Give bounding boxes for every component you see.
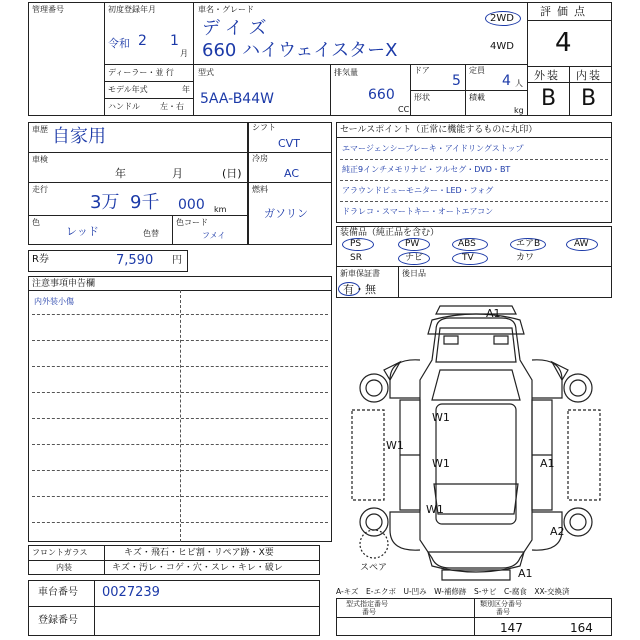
- equip-navi: ナビ: [405, 253, 424, 263]
- era: 令和: [108, 37, 130, 50]
- equip-abs: ABS: [458, 239, 476, 249]
- repaint-label: 色替: [143, 229, 159, 238]
- interior-grade: B: [581, 86, 597, 111]
- chassis-value: 0027239: [102, 585, 160, 600]
- car-grade-label: 車名・グレード: [198, 5, 254, 14]
- fuel-value: ガソリン: [264, 207, 308, 220]
- car-rear-bumper: [428, 552, 524, 572]
- interior-label: 内装: [576, 69, 602, 82]
- windshield-value: キズ・飛石・ヒビ割・リペア跡・X要: [124, 548, 274, 558]
- model-year-label: モデル年式: [108, 85, 148, 94]
- equip-ps: PS: [350, 239, 362, 249]
- mileage-man: 3万: [90, 192, 120, 213]
- recycle-value: 7,590: [116, 253, 154, 268]
- car-damage-diagram: [340, 300, 612, 585]
- color-value: レッド: [66, 225, 99, 238]
- damage-mark-front-bumper: A1: [486, 307, 501, 320]
- car-left-rear-fender: [390, 512, 420, 550]
- bottom-interior-value: キズ・汚レ・コゲ・穴・スレ・キレ・破レ: [112, 563, 283, 573]
- drive-4wd: 4WD: [490, 41, 514, 52]
- exterior-label: 外装: [534, 69, 560, 82]
- sales-point-2: 純正9インチメモリナビ・フルセグ・DVD・BT: [342, 165, 511, 174]
- door-value: 5: [452, 73, 461, 89]
- car-name: デイズ: [202, 18, 273, 39]
- color-code-label: 色コード: [176, 218, 208, 227]
- sales-point-3: アラウンドビューモニター・LED・フォグ: [342, 186, 494, 195]
- shape-label: 形状: [414, 93, 430, 102]
- mileage-sen: 9千: [130, 192, 160, 213]
- capacity-value: 4: [502, 73, 511, 89]
- ac-label: 冷房: [252, 154, 268, 163]
- reg-year-label: 初度登録年月: [108, 5, 156, 14]
- equip-airbag: エアB: [516, 239, 541, 249]
- new-warranty-label: 新車保証書: [340, 269, 380, 278]
- fuel-label: 燃料: [252, 185, 268, 194]
- load-label: 積載: [469, 93, 485, 102]
- recycle-label: R券: [32, 254, 49, 265]
- equip-tv: TV: [462, 253, 474, 263]
- car-rear-window: [434, 484, 518, 514]
- spare-label: スペア: [360, 563, 388, 573]
- type-spec-label: 型式指定番号: [346, 600, 388, 608]
- wheel-rear-right: [564, 508, 592, 536]
- damage-mark-left-rear: W1: [426, 503, 444, 516]
- overall-score: 4: [555, 28, 572, 58]
- reg-year: 2: [138, 33, 147, 49]
- type-spec-sub-label: 番号: [362, 608, 376, 616]
- sales-point-1: エマージェンシーブレーキ・アイドリングストップ: [342, 144, 524, 153]
- mileage-label: 走行: [32, 185, 48, 194]
- car-grade: 660 ハイウェイスターX: [202, 40, 398, 61]
- type-value: 5AA-B44W: [200, 91, 274, 107]
- cc-unit: CC: [398, 105, 410, 114]
- capacity-label: 定員: [469, 66, 485, 75]
- chassis-label: 車台番号: [38, 587, 78, 598]
- displacement-value: 660: [368, 87, 395, 103]
- bottom-interior-label: 内装: [56, 563, 72, 572]
- shift-value: CVT: [278, 137, 300, 150]
- type-label: 型式: [198, 68, 214, 77]
- wheel-rear-left: [360, 508, 388, 536]
- damage-mark-center: W1: [432, 457, 450, 470]
- exterior-grade: B: [541, 86, 557, 111]
- damage-mark-hood: W1: [432, 411, 450, 424]
- damage-mark-right-door: A1: [540, 457, 555, 470]
- ac-value: AC: [284, 167, 300, 180]
- mileage-rest: 000: [178, 197, 205, 213]
- recycle-box: [28, 250, 188, 272]
- sales-points-title: セールスポイント（正常に機能するものに丸印）: [340, 125, 538, 135]
- post-delivery-label: 後日品: [402, 269, 426, 278]
- inspection-month: 月: [172, 167, 183, 180]
- usage-label: 車歴: [32, 125, 48, 134]
- handle-value: 左・右: [160, 102, 184, 111]
- equip-aw: AW: [574, 239, 589, 249]
- dealer-label: ディーラー・並 行: [108, 68, 174, 77]
- car-front-bumper: [428, 314, 524, 334]
- grade-title: 評価点: [540, 5, 591, 18]
- damage-legend: A-キズ E-エクボ U-凹み W-補修跡 S-サビ C-腐食 XX-交換済: [336, 587, 570, 596]
- wheel-front-right: [564, 374, 592, 402]
- model-year-unit: 年: [182, 85, 190, 94]
- windshield-label: フロントガラス: [32, 548, 88, 557]
- kg-unit: kg: [514, 106, 524, 115]
- car-right-front-fender: [532, 360, 562, 398]
- drive-2wd: 2WD: [490, 13, 514, 24]
- reg-month: 1: [170, 33, 179, 49]
- inspection-label: 車検: [32, 155, 48, 164]
- damage-mark-right-rear: A2: [550, 525, 565, 538]
- color-label: 色: [32, 218, 40, 227]
- equip-sr: SR: [350, 253, 362, 263]
- equipment-title: 装備品（純正品を含む）: [340, 228, 440, 238]
- km-unit: km: [214, 205, 227, 214]
- door-label: ドア: [414, 66, 430, 75]
- equip-leather: カワ: [516, 253, 535, 263]
- yen-unit: 円: [172, 255, 182, 266]
- notes-line-1: 内外装小傷: [34, 297, 74, 306]
- new-warranty-value: 有・無: [343, 283, 376, 296]
- spare-tire: [360, 530, 388, 558]
- person-unit: 人: [515, 79, 523, 88]
- car-windshield: [432, 370, 520, 400]
- sales-point-4: ドラレコ・スマートキー・オートエアコン: [342, 207, 494, 216]
- month-unit: 月: [180, 49, 188, 58]
- car-hood: [436, 328, 516, 362]
- class-value: 164: [570, 621, 593, 635]
- car-left-front-fender: [390, 360, 420, 398]
- wheel-front-left: [360, 374, 388, 402]
- usage-value: 自家用: [52, 126, 106, 147]
- color-code-value: フメイ: [202, 231, 226, 240]
- type-spec-value: 147: [500, 621, 523, 635]
- handle-label: ハンドル: [108, 102, 140, 111]
- notes-title: 注意事項申告欄: [32, 279, 96, 289]
- damage-mark-left-side: W1: [386, 439, 404, 452]
- equip-pw: PW: [405, 239, 420, 249]
- class-sub-label: 番号: [496, 608, 510, 616]
- displacement-label: 排気量: [334, 68, 358, 77]
- damage-mark-rear-bumper: A1: [518, 567, 533, 580]
- inspection-year: 年: [115, 167, 126, 180]
- class-label: 類別区分番号: [480, 600, 522, 608]
- reg-no-label: 登録番号: [38, 615, 78, 626]
- mgmt-label: 管理番号: [32, 5, 64, 14]
- shift-label: シフト: [252, 123, 276, 132]
- inspection-day: (日): [222, 167, 242, 180]
